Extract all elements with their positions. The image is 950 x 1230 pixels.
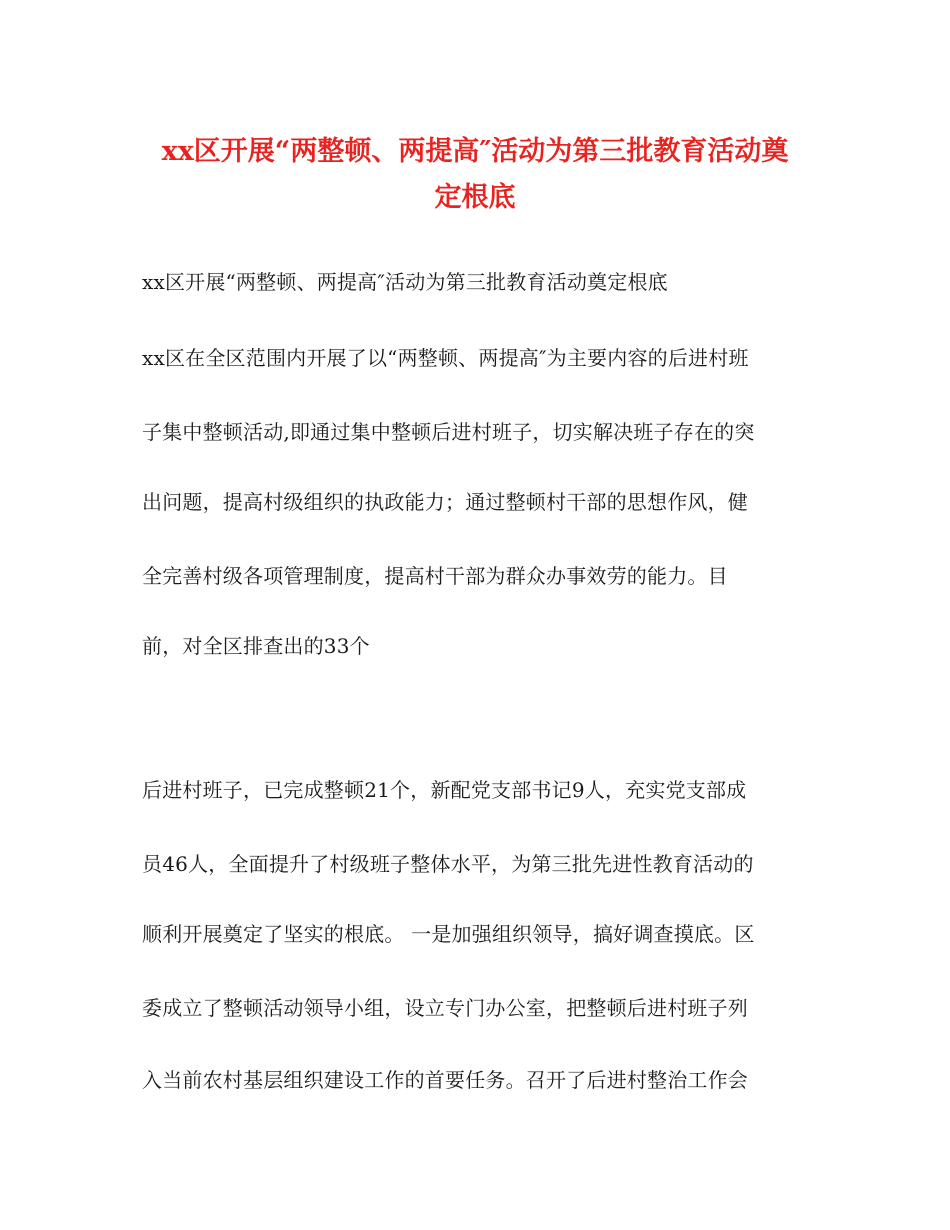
paragraph-1-line-1: xx区在全区范围内开展了以“两整顿、两提高″为主要内容的后进村班	[142, 346, 749, 370]
paragraph-2-line-3: 顺利开展奠定了坚实的根底。 一是加强组织领导，搞好调查摸底。区	[142, 922, 755, 946]
paragraph-1-line-2: 子集中整顿活动,即通过集中整顿后进村班子，切实解决班子存在的突	[142, 420, 755, 444]
paragraph-1-line-4: 全完善村级各项管理制度，提高村干部为群众办事效劳的能力。目	[142, 564, 728, 588]
document-title-line-2: 定根底	[434, 182, 516, 213]
paragraph-2-line-2: 员46人，全面提升了村级班子整体水平，为第三批先进性教育活动的	[142, 852, 754, 876]
document-subtitle: xx区开展“两整顿、两提高″活动为第三批教育活动奠定根底	[142, 270, 668, 294]
document-title-line-1: xx区开展“两整顿、两提高″活动为第三批教育活动奠	[161, 136, 789, 167]
paragraph-2-line-5: 入当前农村基层组织建设工作的首要任务。召开了后进村整治工作会	[142, 1068, 748, 1092]
paragraph-2-line-1: 后进村班子，已完成整顿21个，新配党支部书记9人，充实党支部成	[142, 778, 747, 802]
paragraph-1-line-5: 前，对全区排查出的33个	[142, 634, 370, 658]
paragraph-2-line-4: 委成立了整顿活动领导小组，设立专门办公室，把整顿后进村班子列	[142, 996, 748, 1020]
paragraph-1-line-3: 出问题，提高村级组织的执政能力；通过整顿村干部的思想作风，健	[142, 490, 748, 514]
